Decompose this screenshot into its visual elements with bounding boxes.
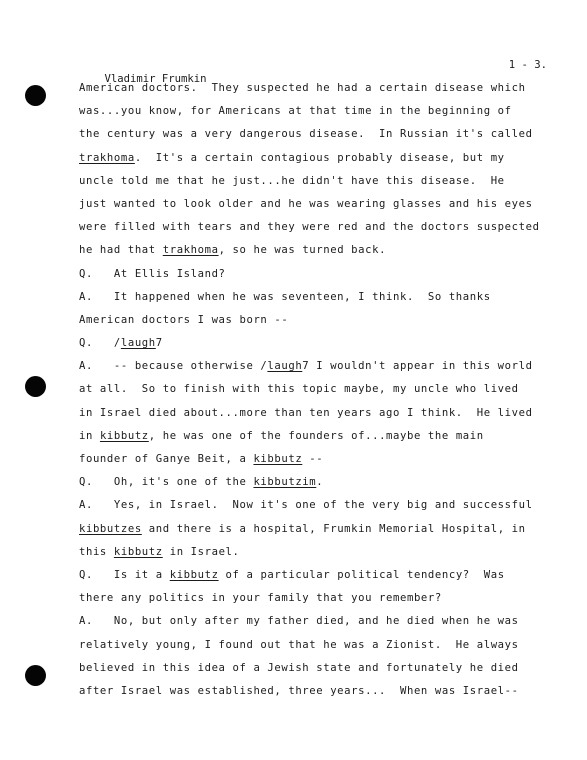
line-text: and there is a hospital, Frumkin Memorial Hospital, in [141, 522, 526, 535]
line-text: founder of Ganye Beit, a [79, 453, 254, 465]
underlined-term: laugh [120, 337, 156, 350]
line-text: , he was one of the founders of...maybe the main [148, 429, 484, 442]
line-text: -- [302, 453, 324, 465]
transcript-line [79, 243, 549, 266]
transcript-line [79, 267, 549, 290]
transcript-line [79, 197, 549, 220]
line-text: was...you know, for Americans at that time in the beginning of [79, 105, 512, 118]
transcript-line [79, 684, 549, 707]
transcript-line [79, 591, 549, 614]
transcript-line [79, 475, 549, 498]
line-text: A. Yes, in Israel. Now it's one of the very big and successful [79, 499, 533, 512]
line-text: there any politics in your family that you remember? [79, 592, 442, 605]
transcript-line [79, 498, 549, 521]
binder-hole-top [25, 85, 46, 106]
transcript-line [79, 638, 549, 661]
underlined-term: kibbutz [113, 545, 163, 558]
line-text: 7 [155, 337, 163, 350]
binder-hole-middle [25, 376, 46, 397]
transcript-line [79, 614, 549, 637]
line-text: 7 I wouldn't appear in this world [302, 360, 533, 373]
line-text: A. It happened when he was seventeen, I think. So thanks [79, 290, 491, 303]
underlined-term: kibbutz [169, 568, 219, 581]
transcript-line [79, 313, 549, 336]
transcript-body [79, 81, 549, 707]
transcript-line [79, 452, 549, 475]
line-text: after Israel was established, three years... When was Israel-- [79, 684, 519, 697]
line-text: . It's a certain contagious probably disease, but my [134, 151, 505, 164]
transcript-line [79, 661, 549, 684]
transcript-line [79, 545, 549, 568]
transcript-line [79, 127, 549, 150]
line-text: American doctors. They suspected he had a certain disease which [79, 82, 526, 94]
underlined-term: laugh [267, 360, 303, 373]
line-text: uncle told me that he just...he didn't have this disease. He [79, 174, 505, 187]
transcript-line [79, 220, 549, 243]
line-text: of a particular political tendency? Was [218, 568, 505, 581]
underlined-term: trakhoma [162, 244, 219, 257]
underlined-term: kibbutz [99, 429, 149, 442]
line-text: A. -- because otherwise / [79, 360, 268, 373]
transcript-line [79, 406, 549, 429]
line-text: just wanted to look older and he was wearing glasses and his eyes [79, 197, 533, 210]
page-number: 1 - 3. [508, 59, 547, 71]
transcript-line [79, 290, 549, 313]
line-text: Q. Is it a [79, 568, 170, 581]
transcript-line [79, 359, 549, 382]
line-text: . [316, 476, 324, 489]
line-text: Q. Oh, it's one of the [79, 476, 254, 489]
transcript-line [79, 429, 549, 452]
transcript-line [79, 568, 549, 591]
interviewee-name: Vladimir Frumkin [104, 73, 207, 85]
line-text: Q. / [79, 337, 121, 350]
line-text: believed in this idea of a Jewish state and fortunately he died [79, 661, 519, 674]
underlined-term: kibbutzes [79, 522, 142, 535]
transcript-line [79, 382, 549, 405]
line-text: A. No, but only after my father died, and he died when he was [79, 615, 519, 628]
line-text: this [79, 545, 114, 558]
line-text: relatively young, I found out that he was a Zionist. He always [79, 638, 519, 651]
transcript-line [79, 336, 549, 359]
underlined-term: kibbutzim [253, 476, 317, 489]
line-text: in [79, 429, 100, 442]
line-text: he had that [79, 244, 163, 257]
transcript-line [79, 151, 549, 174]
transcript-line [79, 174, 549, 197]
binder-hole-bottom [25, 665, 46, 686]
line-text: American doctors I was born -- [79, 313, 289, 326]
line-text: in Israel died about...more than ten years ago I think. He lived [79, 406, 533, 419]
line-text: were filled with tears and they were red and the doctors suspected [79, 221, 540, 234]
underlined-term: kibbutz [253, 453, 303, 465]
transcript-line [79, 522, 549, 545]
line-text: the century was a very dangerous disease. In Russian it's called [79, 128, 533, 141]
line-text: Q. At Ellis Island? [79, 267, 226, 280]
transcript-line [79, 81, 549, 104]
line-text: at all. So to finish with this topic maybe, my uncle who lived [79, 383, 519, 396]
line-text: , so he was turned back. [218, 244, 387, 257]
underlined-term: trakhoma [79, 151, 135, 164]
transcript-line [79, 104, 549, 127]
line-text: in Israel. [162, 545, 240, 558]
